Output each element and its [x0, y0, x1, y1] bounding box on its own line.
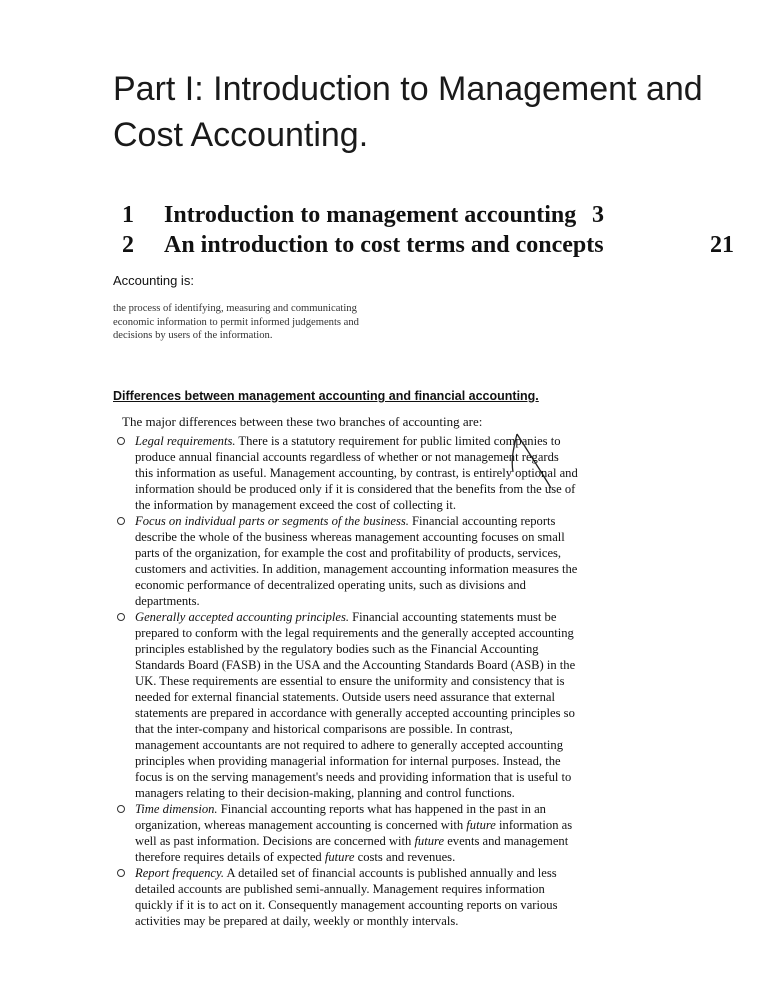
text-line: [135, 785, 578, 801]
list-item: [117, 513, 578, 609]
italic-text: Report frequency.: [135, 866, 225, 880]
italic-text: Time dimension.: [135, 802, 218, 816]
text-segment: managers relating to their decision-making, planning and control functions.: [135, 786, 515, 800]
bullet-circle-icon: [117, 805, 125, 813]
text-segment: activities may be prepared at daily, weekly or monthly intervals.: [135, 914, 459, 928]
handwritten-mark: [505, 430, 565, 500]
text-line: [135, 609, 578, 625]
text-segment: detailed accounts are published semi-annually. Management requires information: [135, 882, 545, 896]
text-line: [135, 689, 578, 705]
italic-text: future: [324, 850, 355, 864]
text-segment: well as past information. Decisions are concerned with: [135, 834, 415, 848]
text-line: [135, 865, 578, 881]
text-segment: Standards Board (FASB) in the USA and the Accounting Standards Board (ASB) in the: [135, 658, 576, 672]
text-line: [135, 913, 578, 929]
text-segment: this information as useful. Management accounting, by contrast, is entirely optional and: [135, 466, 578, 480]
text-segment: therefore requires details of expected: [135, 850, 325, 864]
text-line: [135, 801, 578, 817]
text-line: [135, 657, 578, 673]
text-line: [135, 513, 578, 529]
text-line: [135, 897, 578, 913]
text-line: [135, 769, 578, 785]
definition-line: economic information to permit informed judgements and: [113, 316, 359, 328]
toc-text: An introduction to cost terms and concepts: [164, 232, 604, 258]
page-title: [113, 66, 703, 158]
text-segment: Financial accounting reports what has happened in the past in an: [217, 802, 546, 816]
text-segment: customers and activities. In addition, management accounting information measures the: [135, 562, 578, 576]
text-segment: principles when providing managerial information for internal purposes. Instead, the: [135, 754, 561, 768]
text-line: [135, 545, 578, 561]
text-line: [135, 641, 578, 657]
title-line: Cost Accounting.: [113, 116, 369, 154]
text-segment: quickly if it is to act on it. Consequently management accounting reports on various: [135, 898, 558, 912]
bullet-circle-icon: [117, 517, 125, 525]
text-segment: management accountants are not required to adhere to generally accepted accounting: [135, 738, 563, 752]
text-segment: focus is on the serving management's needs and providing information that is useful to: [135, 770, 572, 784]
list-item: [117, 865, 578, 929]
text-segment: economic performance of decentralized operating units, such as divisions and: [135, 578, 526, 592]
text-line: [135, 625, 578, 641]
bullet-circle-icon: [117, 437, 125, 445]
italic-text: Legal requirements.: [135, 434, 236, 448]
intro-text: The major differences between these two branches of accounting are:: [122, 414, 483, 429]
italic-text: future: [414, 834, 445, 848]
text-segment: UK. These requirements are essential to ensure the uniformity and consistency that is: [135, 674, 565, 688]
text-segment: describe the whole of the business whereas management accounting focuses on small: [135, 530, 565, 544]
text-line: [135, 753, 578, 769]
text-line: [135, 721, 578, 737]
section-heading: Differences between management accounting and financial accounting.: [113, 389, 539, 403]
text-segment: needed for external financial statements. Outside users need assurance that external: [135, 690, 555, 704]
title-line: Part I: Introduction to Management and: [113, 70, 703, 108]
text-segment: the information by management exceed the cost of collecting it.: [135, 498, 457, 512]
text-segment: events and management: [444, 834, 569, 848]
text-line: [135, 817, 578, 833]
toc-number: 2: [122, 232, 134, 258]
text-line: [135, 593, 578, 609]
text-segment: statements are prepared in accordance with generally accepted accounting principles so: [135, 706, 575, 720]
text-segment: Financial accounting reports: [408, 514, 556, 528]
text-segment: that the inter-company and historical comparisons are possible. In contrast,: [135, 722, 513, 736]
text-segment: information as: [495, 818, 573, 832]
differences-list: [117, 433, 578, 929]
bullet-circle-icon: [117, 613, 125, 621]
text-line: [135, 833, 578, 849]
text-segment: A detailed set of financial accounts is published annually and less: [224, 866, 557, 880]
text-line: [135, 705, 578, 721]
list-item: [117, 609, 578, 801]
toc-text: Introduction to management accounting: [164, 202, 577, 228]
text-line: [135, 881, 578, 897]
list-item: [117, 801, 578, 865]
text-segment: There is a statutory requirement for public limited companies to: [235, 434, 561, 448]
text-segment: information should be produced only if it is considered that the benefits from the use of: [135, 482, 576, 496]
toc-page: 3: [592, 202, 604, 228]
toc-page: 21: [710, 232, 734, 258]
definition-text: [113, 302, 359, 343]
text-line: [135, 737, 578, 753]
definition-line: the process of identifying, measuring and communicating: [113, 303, 357, 314]
toc-number: 1: [122, 202, 134, 228]
italic-text: future: [466, 818, 496, 832]
text-segment: organization, whereas management accounting is concerned with: [135, 818, 467, 832]
text-line: [135, 577, 578, 593]
text-segment: produce annual financial accounts regardless of whether or not management regards: [135, 450, 559, 464]
italic-text: Generally accepted accounting principles.: [135, 610, 350, 624]
text-line: [135, 673, 578, 689]
text-line: [135, 849, 578, 865]
definition-label: Accounting is:: [113, 273, 194, 288]
text-segment: departments.: [135, 594, 200, 608]
text-line: [135, 561, 578, 577]
italic-text: Focus on individual parts or segments of the business.: [135, 514, 409, 528]
definition-line: decisions by users of the information.: [113, 330, 273, 341]
bullet-circle-icon: [117, 869, 125, 877]
text-segment: principles established by the regulatory bodies such as the Financial Accounting: [135, 642, 539, 656]
text-segment: Financial accounting statements must be: [349, 610, 557, 624]
text-segment: costs and revenues.: [354, 850, 456, 864]
text-line: [135, 529, 578, 545]
text-segment: prepared to conform with the legal requirements and the generally accepted accounting: [135, 626, 574, 640]
text-segment: parts of the organization, for example the cost and profitability of products, services,: [135, 546, 562, 560]
